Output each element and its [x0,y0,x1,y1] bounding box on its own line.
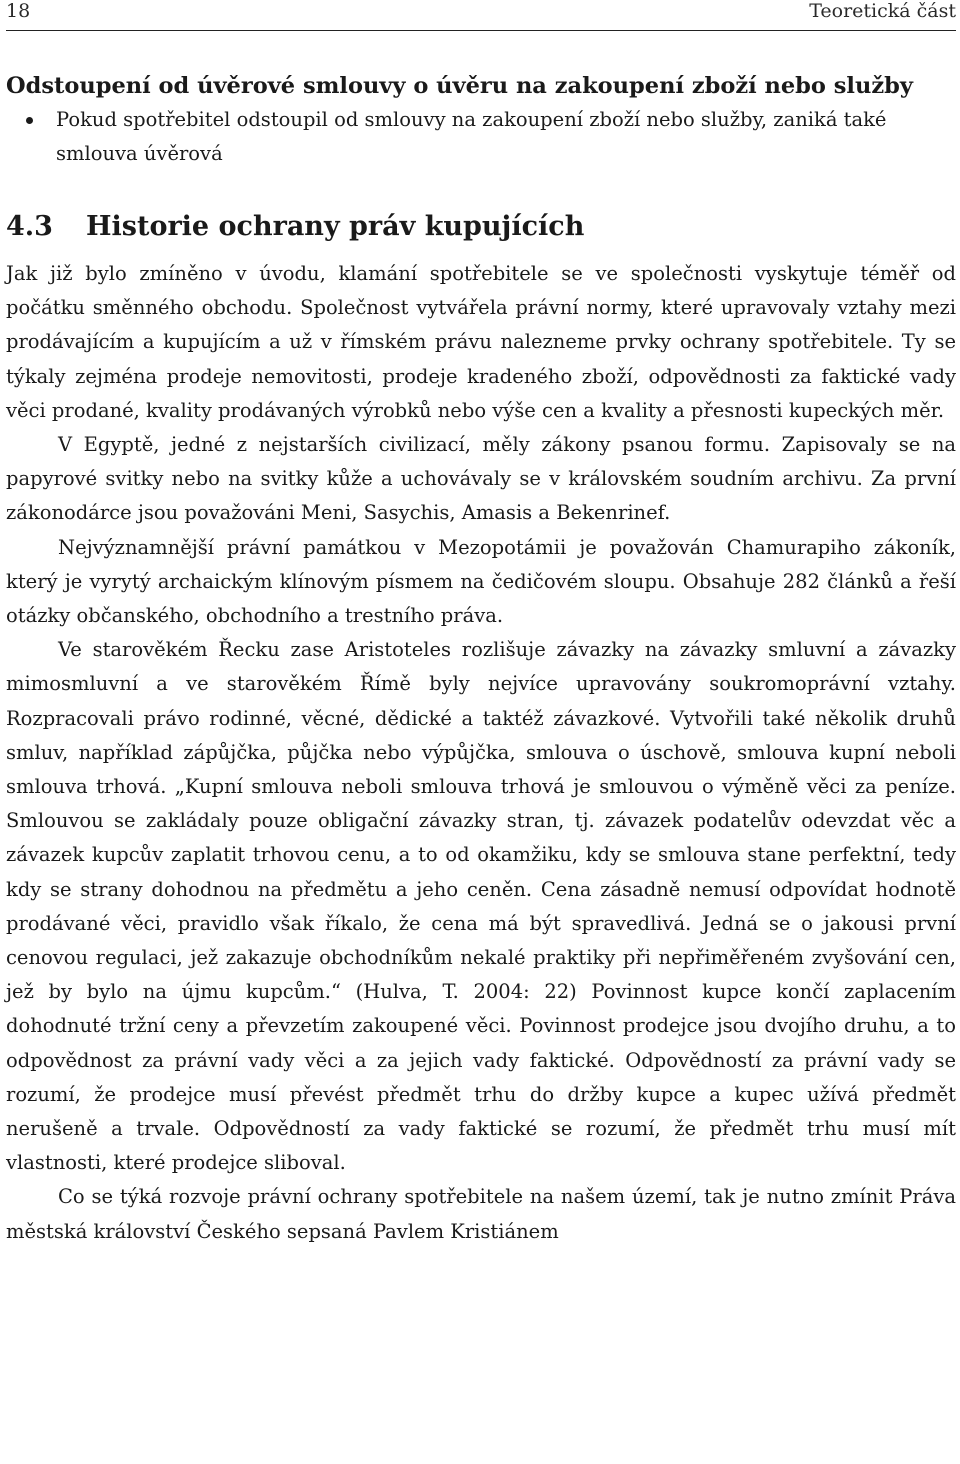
paragraph: V Egyptě, jedné z nejstarších civilizací, měly zákony psanou formu. Zapisovaly se na papyrové svitky nebo na svitky kůže a uchovávaly se v královském soudním archivu. Za první zákonodárce jsou považováni Meni, Sasychis, Amasis a Bekenrinef. [6,433,956,525]
section-label: Teoretická část [809,0,956,22]
paragraph: Co se týká rozvoje právní ochrany spotřebitele na našem území, tak je nutno zmínit Práva městská království Českého sepsaná Pavlem Kristiánem [6,1185,956,1243]
page-number: 18 [6,0,31,22]
withdrawal-bullet-list [6,103,956,171]
paragraph: Nejvýznamnější právní památkou v Mezopotámii je považován Chamurapiho zákoník, který je vyrytý archaickým klínovým písmem na čedičovém sloupu. Obsahuje 282 článků a řeší otázky občanského, obchodního a trestního práva. [6,535,956,628]
running-header [6,0,956,31]
bullet-icon [26,117,33,124]
paragraph: Ve starověkém Řecku zase Aristoteles rozlišuje závazky na závazky smluvní a závazky mimosmluvní a ve starověkém Římě byly nejvíce upravovány soukromoprávní vztahy. Rozpracovali právo rodinné, věcné, dědické a taktéž závazkové. Vytvořili také několik druhů smluv, například zápůjčka, půjčka nebo výpůjčka, smlouva o úschově, smlouva kupní neboli smlouva trhová. „Kupní smlouva neboli smlouva trhová je smlouvou o výměně věci za peníze. Smlouvou se zakládaly pouze obligační závazky stran, tj. závazek podatelův odevzdat věc a závazek kupcův zaplatit trhovou cenu, a to od okamžiku, kdy se smlouva stane perfektní, tedy kdy se strany dohodnou na předmětu a jeho ceněn. Cena zásadně nemusí odpovídat hodnotě prodávané věci, pravidlo však říkalo, že cena má být spravedlivá. Jedná se o jakousi první cenovou regulaci, jež zakazuje obchodníkům nekalé praktiky při nepřiměřeném zvyšování cen, jež by bylo na újmu kupcům.“ (Hulva, T. 2004: 22) Povinnost kupce končí zaplacením dohodnuté tržní ceny a převzetím zakoupené věci. Povinnost prodejce jsou dvojího druhu, a to odpovědnost za právní vady věci a za jejich vady faktické. Odpovědností za právní vady se rozumí, že prodejce musí převést předmět trhu do držby kupce a kupec užívá předmět nerušeně a trvale. Odpovědností za vady faktické se rozumí, že předmět trhu musí mít vlastnosti, které prodejce sliboval. [6,638,956,1175]
bullet-text: Pokud spotřebitel odstoupil od smlouvy na zakoupení zboží nebo služby, zaniká také smlouva úvěrová [56,108,887,165]
paragraph: Jak již bylo zmíněno v úvodu, klamání spotřebitele se ve společnosti vyskytuje téměř od počátku směnného obchodu. Společnost vytvářela právní normy, které upravovaly vztahy mezi prodávajícím a kupujícím a už v římském právu nalezneme prvky ochrany spotřebitele. Ty se týkaly zejména prodeje nemovitosti, prodeje kradeného zboží, odpovědnosti za faktické vady věci prodané, kvality prodávaných výrobků nebo výše cen a kvality a přesnosti kupeckých měr. [6,262,956,422]
bullet-item [6,103,956,171]
chapter-title: Historie ochrany práv kupujících [86,211,585,242]
chapter-number: 4.3 [6,211,53,242]
document-page [6,0,956,1249]
chapter-heading [6,209,956,245]
body-text [6,257,956,1249]
withdrawal-heading: Odstoupení od úvěrové smlouvy o úvěru na zakoupení zboží nebo služby [6,73,913,99]
